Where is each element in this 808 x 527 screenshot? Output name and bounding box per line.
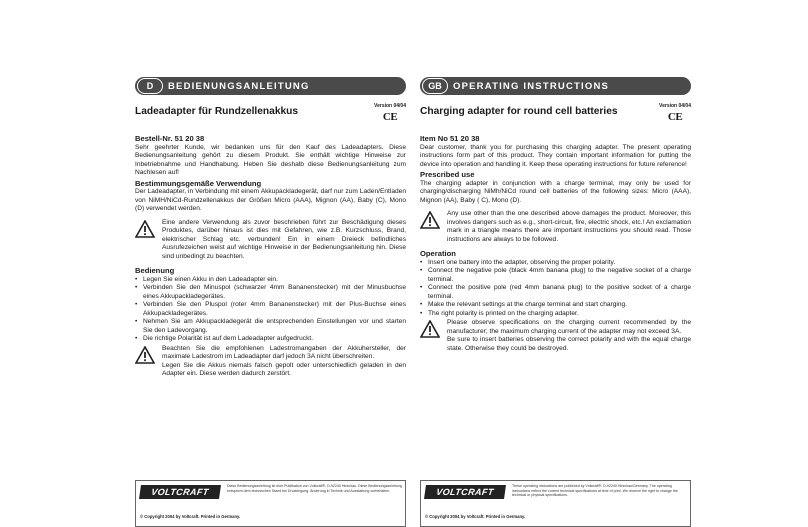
publisher-footer — [420, 480, 691, 527]
charging-current-warning: Please observe specifications on the charging current recommended by the manufacturer; the maximum charging current of the adapter may not exceed 3A. — [447, 319, 691, 335]
copyright-text: © Copyright 2004 by Voltcraft. Printed in Germany. — [425, 514, 526, 519]
version-label: Version 04/04 — [659, 103, 691, 109]
warning-triangle-icon — [135, 219, 157, 262]
operation-heading: Operation — [420, 249, 456, 258]
use-text: The charging adapter in conjunction with a charge terminal, may only be used for charging/discharging NiMh/NiCd round cell batteries of the following sizes: Micro (AAA), Mignon (AA), Baby ( C), Mono (D). — [420, 179, 691, 204]
list-item: • Verbinden Sie den Minuspol (schwarzer 4mm Bananenstecker) mit der Minusbuchse eines Akkupackladegerätes. — [135, 284, 406, 301]
operation-heading: Bedienung — [135, 266, 175, 275]
polarity-warning: Legen Sie die Akkus niemals falsch gepolt oder unterschiedlich geladen in den Adapter ein. Diese werden dadurch zerstört. — [162, 361, 406, 377]
document-title: Ladeadapter für Rundzellenakkus — [135, 106, 299, 117]
voltcraft-logo: VOLTCRAFT — [139, 485, 221, 499]
use-heading: Bestimmungsgemäße Verwendung — [135, 178, 262, 188]
list-item: • The right polarity is printed on the charging adapter. — [420, 310, 691, 319]
ce-mark-icon: CE — [382, 111, 398, 123]
charging-current-warning: Beachten Sie die empfohlenen Ladestromangaben der Akkuhersteller, der maximale Ladestrom im Ladeadapter darf jedoch 3A nicht überschreiten. — [162, 344, 406, 360]
use-heading: Prescribed use — [420, 170, 475, 179]
copyright-text: © Copyright 2004 by Voltcraft. Printed in Germany. — [140, 514, 241, 519]
imprint-text: These operating instructions are published by Voltcraft®. D-92240 Hirschau/Germany. The operating instructions reflect the current technical specifications at time of print. We reserve the right to change the technical or physical specifications. — [512, 484, 678, 497]
order-number: Item No 51 20 38 — [420, 134, 480, 143]
list-item: • Nehmen Sie am Akkupackladegerät die entsprechenden Einstellungen vor und starten Sie den Ladevorgang. — [135, 318, 406, 335]
warning-triangle-icon — [420, 319, 442, 353]
warning-text: Eine andere Verwendung als zuvor beschrieben führt zur Beschädigung dieses Produktes, darüber hinaus ist dies mit Gefahren, wie z.B. Kurzschluss, Brand, elektrischer Schlag etc. verbunden! Ein in einem Dreieck befindliches Ausrufezeichen weist auf wichtige Hinweise in der Bedienungsanleitung hin. Diese sind unbedingt zu beachten. — [162, 218, 406, 260]
manual-page-english — [420, 77, 691, 519]
intro-text: Dear customer, thank you for purchasing this charging adapter. The present operating instructions form part of this product. They contain important information for putting the device into operation and handling it. Keep these operating instructions for future reference! — [420, 143, 691, 168]
version-label: Version 04/04 — [374, 103, 406, 109]
list-item: • Die richtige Polarität ist auf dem Ladeadapter aufgedruckt. — [135, 335, 406, 344]
intro-text: Sehr geehrter Kunde, wir bedanken uns für den Kauf des Ladeadapters. Diese Bedienungsanleitung gehört zu diesem Produkt. Sie enthält wichtige Hinweise zur Inbetriebnahme und Handhabung. Heben Sie deshalb diese Bedienungsanleitung zum Nachlesen auf! — [135, 143, 406, 176]
language-banner — [135, 77, 406, 95]
warning-triangle-icon — [135, 345, 157, 379]
imprint-text: Diese Bedienungsanleitung ist eine Publikation von Voltcraft®. D-92240 Hirschau. Diese Bedienungsanleitung entspricht dem technischen Stand bei Drucklegung. Änderung in Technik und Ausstattung vorbehalten. — [227, 484, 402, 493]
banner-title: OPERATING INSTRUCTIONS — [453, 80, 610, 92]
list-item: • Connect the negative pole (black 4mm banana plug) to the negative socket of a charge terminal. — [420, 267, 691, 284]
list-item: • Connect the positive pole (red 4mm banana plug) to the positive socket of a charge terminal. — [420, 284, 691, 301]
ce-mark-icon: CE — [667, 111, 683, 123]
list-item: • Make the relevant settings at the charge terminal and start charging. — [420, 301, 691, 310]
warning-triangle-icon — [420, 210, 442, 244]
version-block — [659, 103, 691, 123]
warning-text: Any use other than the one described above damages the product. Moreover, this involves dangers such as e.g., short-circuit, fire, electric shock, etc.! An exclamation mark in a triangle means there are important instructions you should read. Those instructions are always to be followed. — [447, 210, 691, 243]
order-number: Bestell-Nr. 51 20 38 — [135, 134, 205, 143]
operation-steps — [420, 259, 691, 319]
banner-title: BEDIENUNGSANLEITUNG — [168, 80, 310, 92]
language-badge: D — [137, 78, 163, 94]
use-text: Der Ladeadapter, in Verbindung mit einem Akkupackladegerät, darf nur zum Laden/Entladen von NiMH/NiCd-Rundzellenakkus der Größen Micro (AAA), Mignon (AA), Baby (C), Mono (D) verwendet werden. — [135, 188, 406, 212]
list-item: • Legen Sie einen Akku in den Ladeadapter ein. — [135, 276, 406, 285]
language-banner — [420, 77, 691, 95]
manual-page-german — [135, 77, 406, 519]
polarity-warning: Be sure to insert batteries observing the correct polarity and with the equal charge state. Otherwise they could be destroyed. — [447, 336, 691, 352]
voltcraft-logo: VOLTCRAFT — [424, 485, 506, 499]
list-item: • Insert one battery into the adapter, observing the proper polarity. — [420, 259, 691, 268]
list-item: • Verbinden Sie den Pluspol (roter 4mm Bananenstecker) mit der Plus-Buchse eines Akkupackladegerätes. — [135, 301, 406, 318]
language-badge: GB — [422, 78, 448, 94]
document-title: Charging adapter for round cell batteries — [420, 106, 618, 117]
operation-steps — [135, 276, 406, 344]
version-block — [374, 103, 406, 123]
publisher-footer — [135, 480, 406, 527]
